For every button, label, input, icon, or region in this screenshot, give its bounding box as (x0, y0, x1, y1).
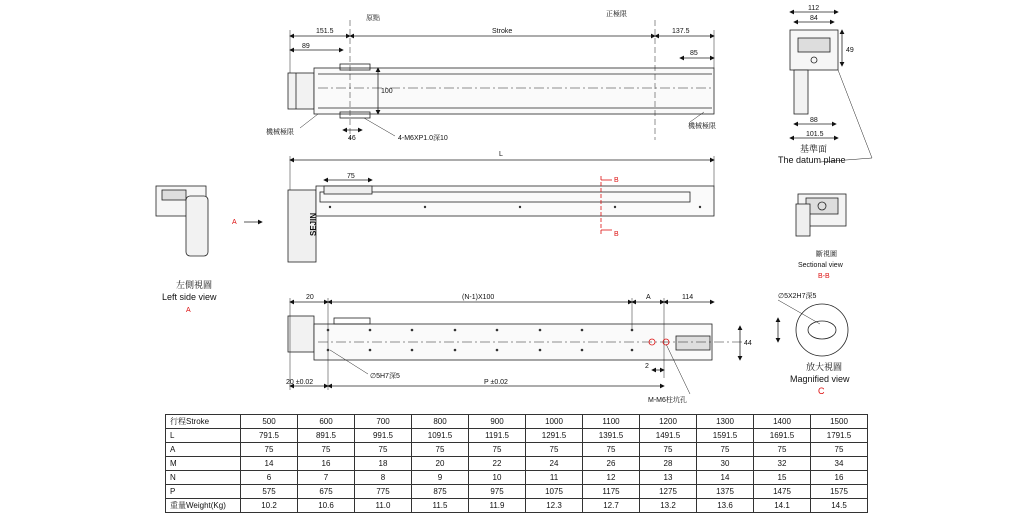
table-cell: 75 (526, 443, 583, 457)
table-cell: 1591.5 (697, 429, 754, 443)
stroke-1200: 1200 (640, 415, 697, 429)
dim-137-5: 137.5 (672, 28, 690, 35)
table-cell: 75 (811, 443, 868, 457)
sectional-view (796, 194, 846, 236)
table-row (166, 485, 868, 499)
top-view (288, 20, 714, 140)
table-cell: 1791.5 (811, 429, 868, 443)
row-label: P (166, 485, 241, 499)
table-cell: 10.6 (298, 499, 355, 513)
table-cell: 18 (355, 457, 412, 471)
table-cell: 1175 (583, 485, 640, 499)
dim-75: 75 (347, 173, 355, 180)
end-view (790, 12, 872, 162)
table-cell: 14 (697, 471, 754, 485)
table-cell: 75 (583, 443, 640, 457)
table-cell: 1475 (754, 485, 811, 499)
table-cell: 1391.5 (583, 429, 640, 443)
origin-label: 原點 (366, 15, 380, 22)
table-cell: 24 (526, 457, 583, 471)
row-label: N (166, 471, 241, 485)
left-view-title-en: Left side view (162, 292, 217, 302)
table-cell: 6 (241, 471, 298, 485)
table-cell: 891.5 (298, 429, 355, 443)
table-cell: 15 (754, 471, 811, 485)
table-cell: 75 (640, 443, 697, 457)
table-cell: 9 (412, 471, 469, 485)
datum-en: The datum plane (778, 155, 846, 165)
pos-limit-label: 正極限 (606, 11, 627, 18)
row-label: L (166, 429, 241, 443)
m-holes-note: M-M6柱坑孔 (648, 397, 687, 404)
left-side-view (156, 186, 208, 256)
rail-body (314, 68, 714, 114)
stroke-800: 800 (412, 415, 469, 429)
table-cell: 16 (298, 457, 355, 471)
table-row (166, 499, 868, 513)
table-cell: 575 (241, 485, 298, 499)
side-view (244, 156, 714, 262)
mech-limit-left: 機械極限 (266, 129, 294, 136)
stroke-1500: 1500 (811, 415, 868, 429)
datum-cn: 基準面 (800, 144, 828, 154)
table-cell: 75 (412, 443, 469, 457)
mount-hole-note: 4-M6XP1.0深10 (398, 135, 448, 142)
section-mark: B-B (818, 273, 830, 280)
table-cell: 30 (697, 457, 754, 471)
table-cell: 75 (754, 443, 811, 457)
table-cell: 14.5 (811, 499, 868, 513)
dim-89: 89 (302, 43, 310, 50)
table-cell: 775 (355, 485, 412, 499)
table-cell: 13.6 (697, 499, 754, 513)
stroke-1300: 1300 (697, 415, 754, 429)
dim-85: 85 (690, 50, 698, 57)
dim-84: 84 (810, 15, 818, 22)
stroke-600: 600 (298, 415, 355, 429)
table-cell: 991.5 (355, 429, 412, 443)
table-cell: 7 (298, 471, 355, 485)
table-cell: 1375 (697, 485, 754, 499)
dim-88: 88 (810, 117, 818, 124)
dim-20: 20 (306, 294, 314, 301)
table-cell: 12.3 (526, 499, 583, 513)
table-cell: 675 (298, 485, 355, 499)
table-cell: 875 (412, 485, 469, 499)
brand-logo: SEJIN (309, 212, 318, 236)
table-cell: 26 (583, 457, 640, 471)
table-cell: 11.9 (469, 499, 526, 513)
table-row (166, 443, 868, 457)
dim-pitch: (N-1)X100 (462, 294, 495, 301)
view-arrow-A: A (232, 219, 237, 226)
dim-46: 46 (348, 135, 356, 142)
table-cell: 34 (811, 457, 868, 471)
dim-101-5: 101.5 (806, 131, 824, 138)
table-cell: 1491.5 (640, 429, 697, 443)
bottom-view (288, 298, 744, 394)
left-view-title-cn: 左側視圖 (176, 280, 213, 290)
table-row (166, 457, 868, 471)
magnified-mark: C (818, 386, 825, 396)
table-cell: 12 (583, 471, 640, 485)
table-cell: 11.0 (355, 499, 412, 513)
spec-table (165, 414, 868, 513)
table-cell: 975 (469, 485, 526, 499)
table-cell: 14.1 (754, 499, 811, 513)
dim-20-tol: 20 ±0.02 (286, 379, 314, 386)
table-cell: 8 (355, 471, 412, 485)
motor-block (288, 73, 314, 109)
table-cell: 1575 (811, 485, 868, 499)
stroke-1000: 1000 (526, 415, 583, 429)
magnified-hole-label: ∅5X2H7深5 (778, 293, 817, 300)
magnified-title-en: Magnified view (790, 374, 850, 384)
table-cell: 1275 (640, 485, 697, 499)
table-cell: 11.5 (412, 499, 469, 513)
magnified-view (778, 300, 848, 356)
row-label: M (166, 457, 241, 471)
table-cell: 12.7 (583, 499, 640, 513)
table-cell: 10.2 (241, 499, 298, 513)
dim-L: L (499, 151, 503, 158)
table-cell: 791.5 (241, 429, 298, 443)
stroke-500: 500 (241, 415, 298, 429)
table-cell: 16 (811, 471, 868, 485)
left-view-mark: A (186, 307, 191, 314)
stroke-1400: 1400 (754, 415, 811, 429)
dim-151-5: 151.5 (316, 28, 334, 35)
table-cell: 32 (754, 457, 811, 471)
table-cell: 11 (526, 471, 583, 485)
row-label: A (166, 443, 241, 457)
section-title-en: Sectional view (798, 262, 843, 269)
dim-2: 2 (645, 363, 649, 370)
table-cell: 14 (241, 457, 298, 471)
section-mark-bottom: B (614, 231, 619, 238)
spec-header-row (166, 415, 868, 429)
table-cell: 20 (412, 457, 469, 471)
table-row (166, 471, 868, 485)
table-cell: 75 (469, 443, 526, 457)
section-mark-top: B (614, 177, 619, 184)
dim-112: 112 (808, 5, 820, 12)
dim-A: A (646, 294, 651, 301)
spec-header-label: 行程Stroke (166, 415, 241, 429)
table-cell: 1691.5 (754, 429, 811, 443)
mech-limit-right: 機械極限 (688, 123, 716, 130)
dim-49: 49 (846, 47, 854, 54)
table-cell: 75 (355, 443, 412, 457)
dim-44: 44 (744, 340, 752, 347)
table-cell: 10 (469, 471, 526, 485)
table-cell: 75 (697, 443, 754, 457)
stroke-1100: 1100 (583, 415, 640, 429)
table-cell: 1291.5 (526, 429, 583, 443)
table-cell: 28 (640, 457, 697, 471)
spec-body (166, 429, 868, 513)
magnified-title-cn: 放大視圖 (806, 362, 843, 372)
stroke-900: 900 (469, 415, 526, 429)
side-carriage (324, 186, 372, 194)
table-cell: 1091.5 (412, 429, 469, 443)
table-cell: 22 (469, 457, 526, 471)
dim-100: 100 (381, 88, 393, 95)
table-row (166, 429, 868, 443)
pin-hole-note: ∅5H7深5 (370, 373, 400, 380)
dim-P: P ±0.02 (484, 379, 508, 386)
dim-114: 114 (682, 294, 694, 301)
table-cell: 13.2 (640, 499, 697, 513)
dim-stroke: Stroke (492, 28, 513, 35)
section-title-cn: 斷視圖 (816, 251, 837, 258)
table-cell: 75 (298, 443, 355, 457)
row-label: 重量Weight(Kg) (166, 499, 241, 513)
table-cell: 75 (241, 443, 298, 457)
table-cell: 13 (640, 471, 697, 485)
table-cell: 1075 (526, 485, 583, 499)
table-cell: 1191.5 (469, 429, 526, 443)
stroke-700: 700 (355, 415, 412, 429)
